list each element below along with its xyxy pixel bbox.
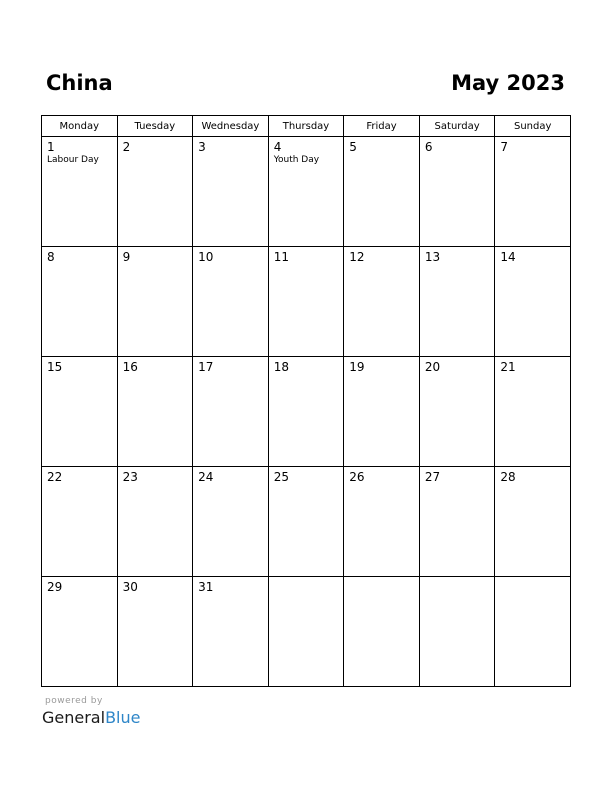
day-cell: [344, 577, 420, 687]
weekday-tuesday: Tuesday: [117, 116, 193, 137]
day-number: 24: [198, 470, 214, 484]
day-number: 6: [424, 140, 433, 154]
day-number: 31: [198, 580, 214, 594]
day-number: 26: [349, 470, 365, 484]
week-row: [42, 137, 571, 247]
day-number: 10: [198, 250, 214, 264]
weekday-header-row: [42, 116, 571, 137]
brand-blue-text: Blue: [105, 708, 141, 727]
day-number: 13: [424, 250, 441, 264]
day-number: 27: [424, 470, 441, 484]
day-number: 28: [500, 470, 516, 484]
day-number: 16: [122, 360, 138, 374]
day-number: 1: [47, 140, 55, 154]
day-number: 23: [122, 470, 138, 484]
day-cell: [42, 467, 118, 577]
day-number: 8: [47, 250, 55, 264]
week-row: [42, 247, 571, 357]
day-cell: [117, 357, 193, 467]
holiday-label: Labour Day: [47, 155, 99, 165]
day-cell: [42, 577, 118, 687]
day-number: 29: [47, 580, 63, 594]
day-cell: [268, 357, 344, 467]
day-cell: [495, 357, 571, 467]
week-row: [42, 467, 571, 577]
day-number: 19: [349, 360, 365, 374]
day-cell: [344, 247, 420, 357]
day-cell: [268, 247, 344, 357]
day-cell: [344, 137, 420, 247]
day-cell: [419, 577, 495, 687]
footer-branding: [42, 696, 140, 728]
weekday-thursday: Thursday: [268, 116, 344, 137]
day-cell: [419, 247, 495, 357]
day-number: 18: [273, 360, 289, 374]
weekday-monday: Monday: [42, 116, 118, 137]
day-cell: [495, 137, 571, 247]
day-cell: [193, 577, 269, 687]
day-cell: [117, 467, 193, 577]
day-cell: [117, 137, 193, 247]
day-cell: [344, 357, 420, 467]
weekday-sunday: Sunday: [495, 116, 571, 137]
day-cell: [193, 467, 269, 577]
day-cell: [419, 137, 495, 247]
day-number: 21: [500, 360, 516, 374]
country-title: China: [46, 71, 113, 95]
day-number: 7: [500, 140, 509, 154]
day-number: [495, 577, 570, 580]
week-row: [42, 357, 571, 467]
day-cell: [495, 247, 571, 357]
weekday-wednesday: Wednesday: [193, 116, 269, 137]
day-cell: [193, 137, 269, 247]
day-cell: [344, 467, 420, 577]
month-year-title: May 2023: [451, 71, 565, 95]
day-cell: [42, 137, 118, 247]
day-cell: [42, 247, 118, 357]
day-cell: [495, 577, 571, 687]
day-number: 4: [273, 140, 282, 154]
day-number: 15: [47, 360, 63, 374]
day-cell: [117, 577, 193, 687]
day-cell: [42, 357, 118, 467]
powered-by-text: powered by: [45, 696, 103, 706]
day-cell: [117, 247, 193, 357]
day-number: 30: [122, 580, 138, 594]
day-cell: [193, 247, 269, 357]
day-cell: [268, 137, 344, 247]
day-cell: [495, 467, 571, 577]
brand-general-text: General: [42, 708, 106, 727]
day-number: 12: [349, 250, 365, 264]
day-number: 2: [122, 140, 131, 154]
weekday-friday: Friday: [344, 116, 420, 137]
day-number: 5: [349, 140, 357, 154]
day-number: 9: [122, 250, 131, 264]
day-number: 11: [273, 250, 289, 264]
weekday-saturday: Saturday: [419, 116, 495, 137]
day-cell: [193, 357, 269, 467]
day-number: 22: [47, 470, 63, 484]
day-number: [420, 577, 495, 580]
holiday-label: Youth Day: [273, 155, 320, 165]
day-number: [344, 577, 419, 580]
day-number: 20: [424, 360, 441, 374]
day-number: [269, 577, 344, 580]
day-cell: [268, 467, 344, 577]
day-cell: [268, 577, 344, 687]
day-number: 14: [500, 250, 516, 264]
day-cell: [419, 357, 495, 467]
day-number: 3: [198, 140, 206, 154]
day-number: 25: [273, 470, 289, 484]
brand-logo: [42, 708, 140, 728]
week-row: [42, 577, 571, 687]
day-cell: [419, 467, 495, 577]
day-number: 17: [198, 360, 214, 374]
calendar-grid: [41, 115, 571, 687]
